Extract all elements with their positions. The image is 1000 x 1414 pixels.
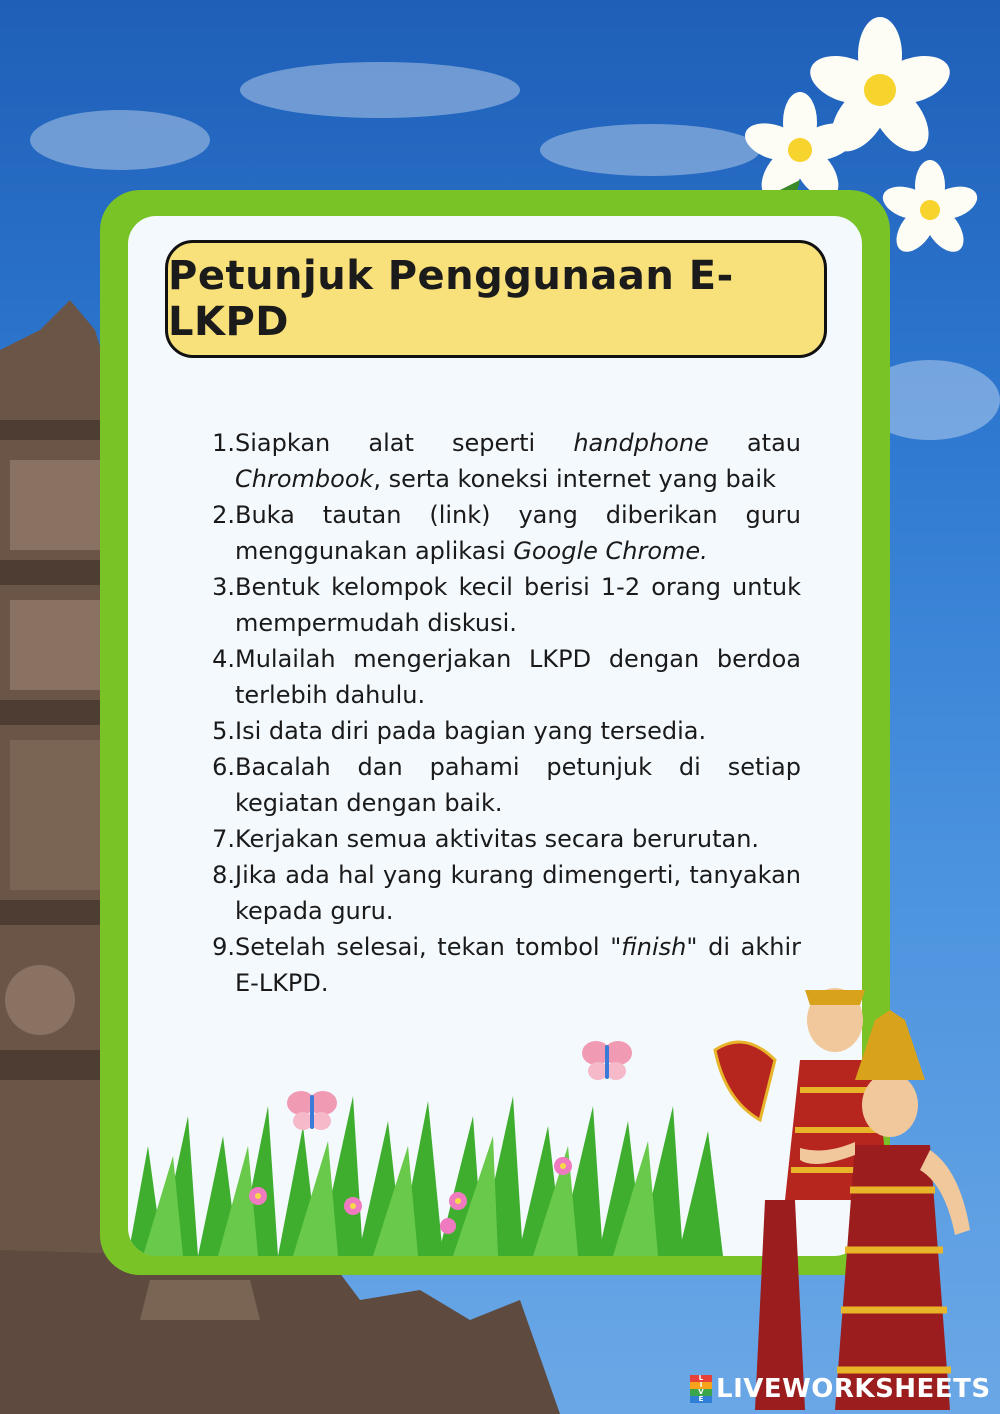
instruction-text-part: Buka tautan (link) yang diberikan guru menggunakan aplikasi: [235, 501, 801, 565]
instruction-text-part: Bacalah dan pahami petunjuk di setiap kegiatan dengan baik.: [235, 753, 801, 817]
watermark-brand: LIVEWORKSHEETS: [716, 1374, 991, 1404]
instruction-text: [235, 857, 801, 929]
instruction-text: [235, 749, 801, 821]
instruction-item: [205, 497, 801, 569]
instruction-text: [235, 425, 801, 497]
instruction-number: 9.: [212, 933, 235, 961]
liveworksheets-watermark: [690, 1372, 991, 1406]
instruction-list: [205, 425, 801, 1001]
instruction-text-part: , serta koneksi internet yang baik: [373, 465, 776, 493]
instruction-number: 4.: [212, 645, 235, 673]
instruction-emphasis: finish: [621, 933, 687, 961]
instruction-text-part: Siapkan alat seperti: [235, 429, 574, 457]
instruction-number: 7.: [212, 825, 235, 853]
instruction-item: [205, 641, 801, 713]
butterfly-icon: [283, 1081, 343, 1141]
instruction-number: 5.: [212, 717, 235, 745]
butterfly-icon-2: [578, 1031, 638, 1091]
page-title: Petunjuk Penggunaan E-LKPD: [168, 253, 734, 345]
instruction-item: [205, 569, 801, 641]
liveworksheets-logo-icon: L I V E: [690, 1375, 712, 1403]
instruction-text-part: Setelah selesai, tekan tombol ": [235, 933, 622, 961]
instruction-text-part: Bentuk kelompok kecil berisi 1-2 orang untuk mempermudah diskusi.: [235, 573, 801, 637]
instruction-emphasis: Chrombook: [235, 465, 374, 493]
title-banner: [165, 240, 827, 358]
instruction-text-part: Jika ada hal yang kurang dimengerti, tanyakan kepada guru.: [235, 861, 801, 925]
instruction-number: 3.: [212, 573, 235, 601]
instruction-item: [205, 749, 801, 821]
instruction-text: [235, 569, 801, 641]
instruction-item: [205, 857, 801, 929]
instruction-item: [205, 821, 801, 857]
instruction-text-part: atau: [708, 429, 801, 457]
instruction-number: 8.: [212, 861, 235, 889]
instruction-emphasis: Google Chrome.: [513, 537, 708, 565]
instruction-text: [235, 713, 801, 749]
instruction-number: 1.: [212, 429, 235, 457]
instruction-emphasis: handphone: [573, 429, 709, 457]
instruction-item: [205, 425, 801, 497]
instruction-text-part: Kerjakan semua aktivitas secara berurutan.: [235, 825, 760, 853]
instruction-text-part: Isi data diri pada bagian yang tersedia.: [235, 717, 707, 745]
balinese-dancers-illustration: [705, 970, 975, 1410]
instruction-text: [235, 641, 801, 713]
instruction-item: [205, 713, 801, 749]
instruction-number: 2.: [212, 501, 235, 529]
instruction-text: [235, 497, 801, 569]
instruction-text-part: " di akhir E-LKPD.: [235, 933, 801, 997]
instruction-number: 6.: [212, 753, 235, 781]
instruction-text: [235, 821, 801, 857]
instruction-text-part: Mulailah mengerjakan LKPD dengan berdoa terlebih dahulu.: [235, 645, 801, 709]
